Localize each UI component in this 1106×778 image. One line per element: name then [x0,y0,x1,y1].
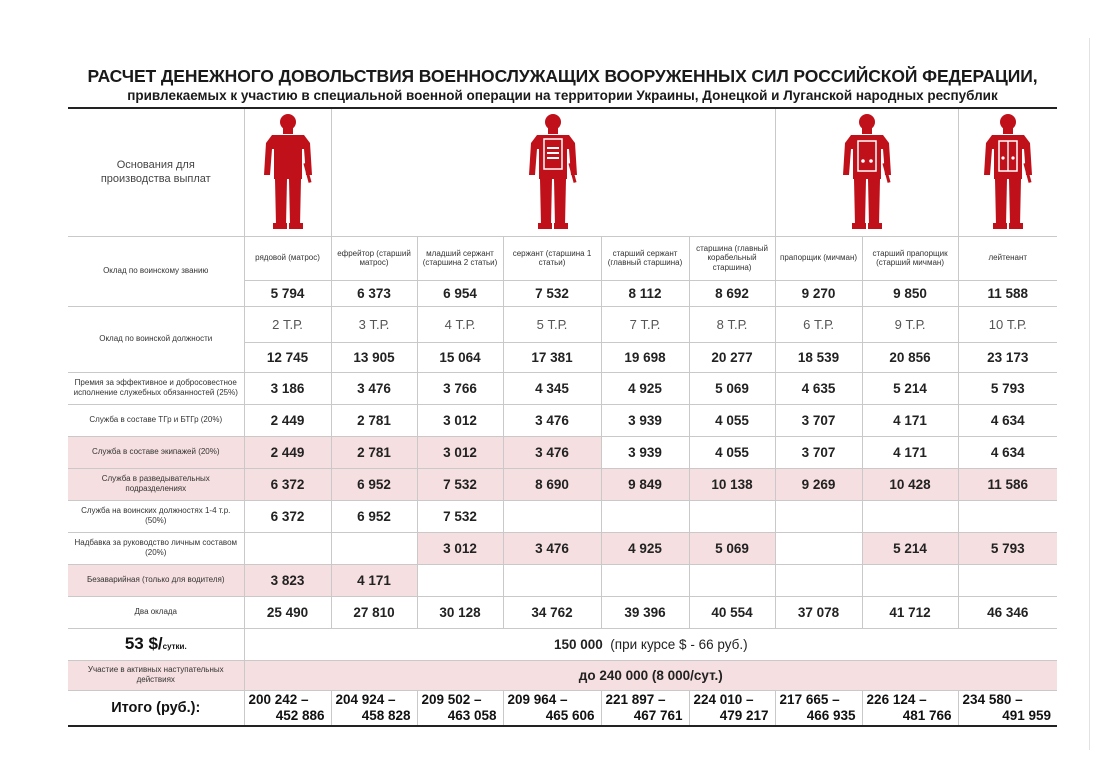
header-label: Основания для производства выплат [68,108,244,236]
daily-row [68,628,1057,660]
total-cell [601,690,689,726]
value-cell: 20 856 [862,342,958,372]
value-cell: 12 745 [244,342,331,372]
value-cell: 3 823 [244,564,331,596]
total-cell [417,690,503,726]
value-cell: 3 476 [503,532,601,564]
crew-row [68,436,1057,468]
row-label: Служба на воинских должностях 1-4 т.р. (50%) [68,500,244,532]
value-cell [958,564,1057,596]
bonus-row [68,372,1057,404]
value-cell: 3 766 [417,372,503,404]
row-label: Участие в активных наступательных действиях [68,660,244,690]
total-from: 217 665 – [779,691,840,707]
value-cell: 2 781 [331,436,417,468]
total-to: 463 058 [447,707,497,723]
value-cell: 8 690 [503,468,601,500]
value-cell: 17 381 [503,342,601,372]
accident_free-row [68,564,1057,596]
value-cell: 3 707 [775,436,862,468]
value-cell [775,500,862,532]
total-cell [689,690,775,726]
rank-label: старшина (главный корабельный старшина) [689,236,775,280]
soldier-icon [260,113,316,231]
rank-label: сержант (старшина 1 статьи) [503,236,601,280]
value-cell: 9 269 [775,468,862,500]
value-cell [503,564,601,596]
row-label: Служба в составе экипажей (20%) [68,436,244,468]
row-label: Служба в разведывательных подразделениях [68,468,244,500]
value-cell: 8 112 [601,280,689,306]
value-cell: 27 810 [331,596,417,628]
daily-rub: 150 000 [553,636,603,652]
value-cell: 23 173 [958,342,1057,372]
value-cell: 3 012 [417,436,503,468]
value-cell: 5 793 [958,372,1057,404]
total-from: 200 242 – [248,691,309,707]
row-label: Премия за эффективное и добросовестное исполнение служебных обязанностей (25%) [68,372,244,404]
value-cell: 4 634 [958,436,1057,468]
total-from: 224 010 – [693,691,754,707]
value-cell [689,564,775,596]
tariff-cell: 8 Т.Р. [689,306,775,342]
value-cell: 9 270 [775,280,862,306]
value-cell: 9 850 [862,280,958,306]
value-cell: 9 849 [601,468,689,500]
value-cell: 18 539 [775,342,862,372]
row-label: Два оклада [68,596,244,628]
row-label: Оклад по воинской должности [68,306,244,372]
value-cell: 3 476 [331,372,417,404]
value-cell [503,500,601,532]
value-cell [417,564,503,596]
active-text [244,660,1057,690]
value-cell: 6 954 [417,280,503,306]
tariff-cell: 7 Т.Р. [601,306,689,342]
rank-label: младший сержант (старшина 2 статьи) [417,236,503,280]
value-cell: 5 793 [958,532,1057,564]
total-cell [503,690,601,726]
value-cell: 8 692 [689,280,775,306]
value-cell: 2 449 [244,436,331,468]
value-cell: 6 952 [331,468,417,500]
rank-label: прапорщик (мичман) [775,236,862,280]
value-cell: 3 707 [775,404,862,436]
value-cell [601,500,689,532]
value-cell: 2 449 [244,404,331,436]
daily-rate: (при курсе $ - 66 руб.) [610,636,748,652]
recon-row [68,468,1057,500]
value-cell [331,532,417,564]
value-cell: 34 762 [503,596,601,628]
value-cell [775,532,862,564]
total-cell [862,690,958,726]
value-cell: 3 012 [417,404,503,436]
rank-label: рядовой (матрос) [244,236,331,280]
value-cell: 4 635 [775,372,862,404]
rank-label: ефрейтор (старший матрос) [331,236,417,280]
total-to: 465 606 [545,707,595,723]
value-cell: 4 055 [689,404,775,436]
total-to: 481 766 [902,707,952,723]
value-cell: 5 069 [689,532,775,564]
value-cell: 2 781 [331,404,417,436]
total-from: 209 964 – [507,691,568,707]
total-from: 204 924 – [335,691,396,707]
rank-label: старший сержант (главный старшина) [601,236,689,280]
page-title: РАСЧЕТ ДЕНЕЖНОГО ДОВОЛЬСТВИЯ ВОЕННОСЛУЖАЩИХ ВООРУЖЕННЫХ СИЛ РОССИЙСКОЙ ФЕДЕРАЦИИ, [87,66,1038,86]
value-cell [689,500,775,532]
value-cell: 7 532 [503,280,601,306]
value-cell: 39 396 [601,596,689,628]
value-cell: 6 372 [244,500,331,532]
total-cell [775,690,862,726]
value-cell: 3 186 [244,372,331,404]
value-cell: 46 346 [958,596,1057,628]
value-cell: 11 588 [958,280,1057,306]
tariff-cell: 3 Т.Р. [331,306,417,342]
daily-unit: сутки. [162,642,187,651]
daily-text [244,628,1057,660]
value-cell: 4 925 [601,532,689,564]
value-cell [862,500,958,532]
value-cell: 4 171 [862,436,958,468]
value-cell: 40 554 [689,596,775,628]
value-cell: 20 277 [689,342,775,372]
row-label: Безаварийная (только для водителя) [68,564,244,596]
soldier-lieutenant-insignia-icon [980,113,1036,231]
tariff-cell: 6 Т.Р. [775,306,862,342]
total-cell [244,690,331,726]
value-cell: 6 952 [331,500,417,532]
value-cell: 5 794 [244,280,331,306]
value-cell: 19 698 [601,342,689,372]
value-cell: 4 345 [503,372,601,404]
value-cell: 11 586 [958,468,1057,500]
total-to: 452 886 [275,707,325,723]
value-cell: 7 532 [417,500,503,532]
total-from: 209 502 – [421,691,482,707]
row-label: Служба в составе ТГр и БТГр (20%) [68,404,244,436]
rank-label: старший прапорщик (старший мичман) [862,236,958,280]
value-cell [244,532,331,564]
daily-usd [68,628,244,660]
daily-amount: 53 $/ [124,634,163,653]
value-cell: 7 532 [417,468,503,500]
total-cell [958,690,1057,726]
leadership-row [68,532,1057,564]
row-label: Надбавка за руководство личным составом (20%) [68,532,244,564]
tariff-cell: 10 Т.Р. [958,306,1057,342]
image-cell [958,108,1057,236]
page-subtitle: привлекаемых к участию в специальной военной операции на территории Украины, Донецкой и Луганской народных республик [127,88,998,103]
tariff-cell: 5 Т.Р. [503,306,601,342]
value-cell: 10 138 [689,468,775,500]
rank-row [68,236,1057,280]
value-cell: 37 078 [775,596,862,628]
value-cell: 15 064 [417,342,503,372]
image-cell [244,108,331,236]
total-from: 234 580 – [962,691,1023,707]
image-cell [775,108,958,236]
tariff-cell: 2 Т.Р. [244,306,331,342]
total-to: 458 828 [361,707,411,723]
value-cell: 3 012 [417,532,503,564]
value-cell: 25 490 [244,596,331,628]
value-cell: 4 171 [331,564,417,596]
value-cell: 30 128 [417,596,503,628]
soldier-sergeant-insignia-icon [525,113,581,231]
value-cell: 4 171 [862,404,958,436]
pay-table [68,107,1057,727]
total-to: 466 935 [806,707,856,723]
tariff-cell: 9 Т.Р. [862,306,958,342]
total-to: 491 959 [1002,707,1052,723]
total-cell [331,690,417,726]
image-row [68,108,1057,236]
value-cell [958,500,1057,532]
total-label: Итого (руб.): [68,690,244,726]
value-cell: 6 372 [244,468,331,500]
value-cell: 3 939 [601,404,689,436]
value-cell [862,564,958,596]
value-cell: 10 428 [862,468,958,500]
total-to: 467 761 [633,707,683,723]
active-row [68,660,1057,690]
page-edge-line [1089,38,1090,750]
value-cell: 4 055 [689,436,775,468]
tariff-row [68,306,1057,342]
active-amount: до 240 000 (8 000/сут.) [578,667,723,683]
total-from: 226 124 – [866,691,927,707]
value-cell: 3 476 [503,404,601,436]
value-cell: 5 069 [689,372,775,404]
tariff-cell: 4 Т.Р. [417,306,503,342]
total-from: 221 897 – [605,691,666,707]
value-cell [601,564,689,596]
value-cell: 5 214 [862,532,958,564]
positions14-row [68,500,1057,532]
value-cell: 41 712 [862,596,958,628]
value-cell [775,564,862,596]
value-cell: 4 634 [958,404,1057,436]
tgr-row [68,404,1057,436]
value-cell: 3 939 [601,436,689,468]
rank-label: лейтенант [958,236,1057,280]
value-cell: 3 476 [503,436,601,468]
value-cell: 4 925 [601,372,689,404]
soldier-warrant-insignia-icon [839,113,895,231]
total-row [68,690,1057,726]
image-cell [331,108,775,236]
value-cell: 6 373 [331,280,417,306]
total-to: 479 217 [719,707,769,723]
row-label: Оклад по воинскому званию [68,236,244,306]
value-cell: 13 905 [331,342,417,372]
two_salaries-row [68,596,1057,628]
value-cell: 5 214 [862,372,958,404]
